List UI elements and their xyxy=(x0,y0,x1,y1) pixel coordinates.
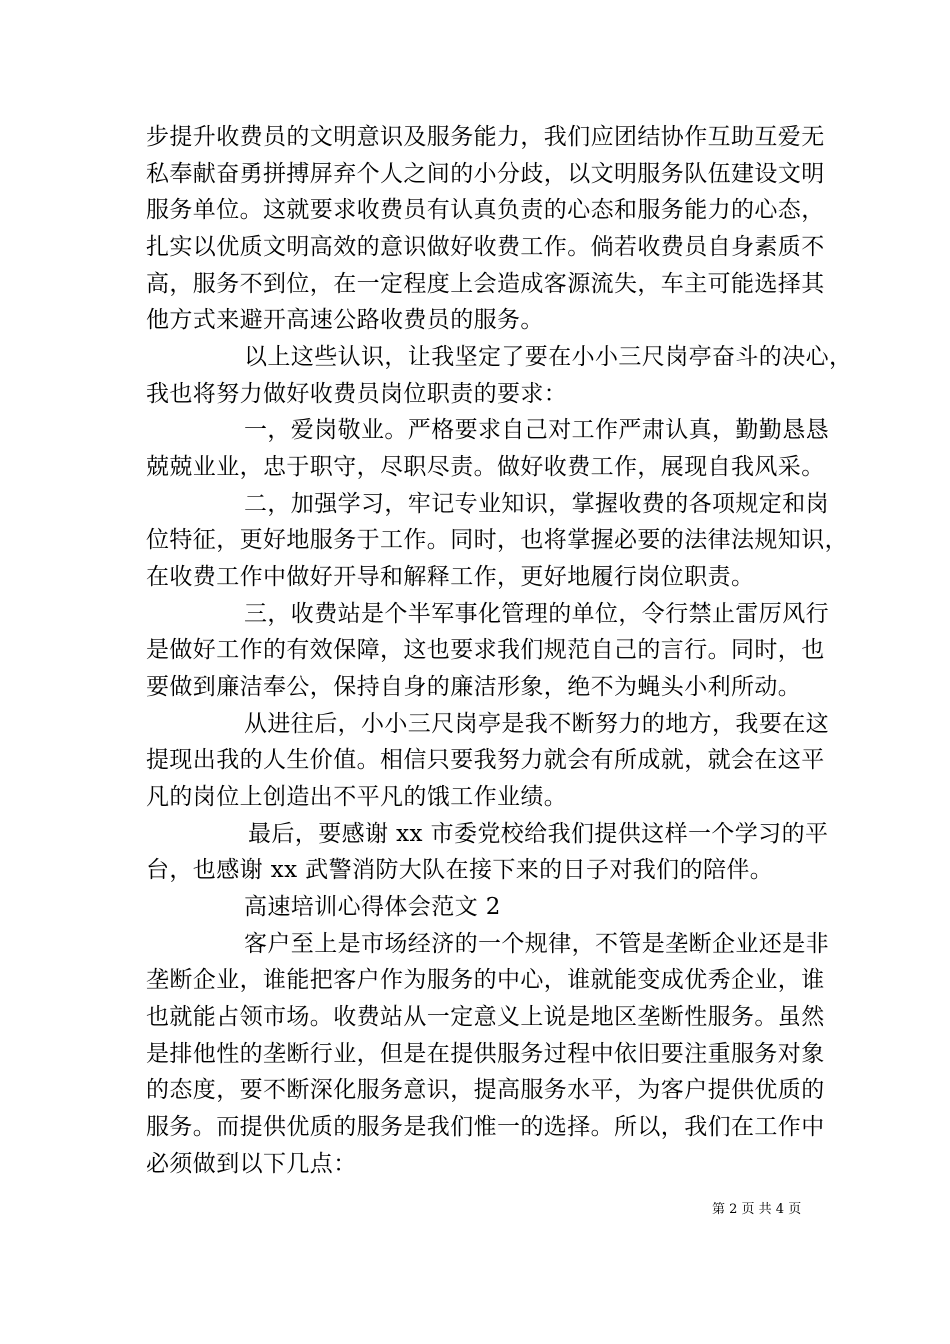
page-number: 第 2 页 共 4 页 xyxy=(712,1202,802,1217)
text-line: 扎实以优质文明高效的意识做好收费工作。倘若收费员自身素质不 xyxy=(146,234,825,260)
text-line: 我也将努力做好收费员岗位职责的要求： xyxy=(146,381,568,407)
text-line: 服务。而提供优质的服务是我们惟一的选择。所以，我们在工作中 xyxy=(146,1114,825,1140)
paragraph-first-line: 以上这些认识，让我坚定了要在小小三尺岗亭奋斗的决心， xyxy=(244,344,853,370)
paragraph-first-line: 客户至上是市场经济的一个规律，不管是垄断企业还是非 xyxy=(244,931,829,957)
text-line: 他方式来避开高速公路收费员的服务。 xyxy=(146,307,544,333)
text-line: 高，服务不到位，在一定程度上会造成客源流失，车主可能选择其 xyxy=(146,271,825,297)
text-line: 也就能占领市场。收费站从一定意义上说是地区垄断性服务。虽然 xyxy=(146,1004,825,1030)
text-line: 是排他性的垄断行业，但是在提供服务过程中依旧要注重服务对象 xyxy=(146,1041,825,1067)
list-item-one: 一，爱岗敬业。严格要求自己对工作严肃认真，勤勤恳恳 xyxy=(244,417,829,443)
text-line: 服务单位。这就要求收费员有认真负责的心态和服务能力的心态， xyxy=(146,197,825,223)
text-line: 凡的岗位上创造出不平凡的饿工作业绩。 xyxy=(146,784,568,810)
text-line: 是做好工作的有效保障，这也要求我们规范自己的言行。同时，也 xyxy=(146,637,825,663)
paragraph-first-line: 最后，要感谢 xx 市委党校给我们提供这样一个学习的平 xyxy=(248,821,829,847)
text-line: 步提升收费员的文明意识及服务能力，我们应团结协作互助互爱无 xyxy=(146,124,825,150)
text-line: 台，也感谢 xx 武警消防大队在接下来的日子对我们的陪伴。 xyxy=(146,857,774,883)
text-line: 在收费工作中做好开导和解释工作，更好地履行岗位职责。 xyxy=(146,564,755,590)
text-line: 必须做到以下几点： xyxy=(146,1151,357,1177)
text-line: 兢兢业业，忠于职守，尽职尽责。做好收费工作，展现自我风采。 xyxy=(146,454,825,480)
text-line: 垄断企业，谁能把客户作为服务的中心，谁就能变成优秀企业，谁 xyxy=(146,967,825,993)
text-line: 提现出我的人生价值。相信只要我努力就会有所成就，就会在这平 xyxy=(146,747,825,773)
list-item-three: 三，收费站是个半军事化管理的单位，令行禁止雷厉风行 xyxy=(244,601,829,627)
paragraph-first-line: 从进往后，小小三尺岗亭是我不断努力的地方，我要在这 xyxy=(244,711,829,737)
text-line: 要做到廉洁奉公，保持自身的廉洁形象，绝不为蝇头小利所动。 xyxy=(146,674,802,700)
text-line: 私奉献奋勇拼搏屏弃个人之间的小分歧，以文明服务队伍建设文明 xyxy=(146,161,825,187)
list-item-two: 二，加强学习，牢记专业知识，掌握收费的各项规定和岗 xyxy=(244,491,829,517)
text-line: 的态度，要不断深化服务意识，提高服务水平，为客户提供优质的 xyxy=(146,1077,825,1103)
text-line: 位特征，更好地服务于工作。同时，也将掌握必要的法律法规知识， xyxy=(146,527,848,553)
section-heading: 高速培训心得体会范文 2 xyxy=(244,894,501,920)
